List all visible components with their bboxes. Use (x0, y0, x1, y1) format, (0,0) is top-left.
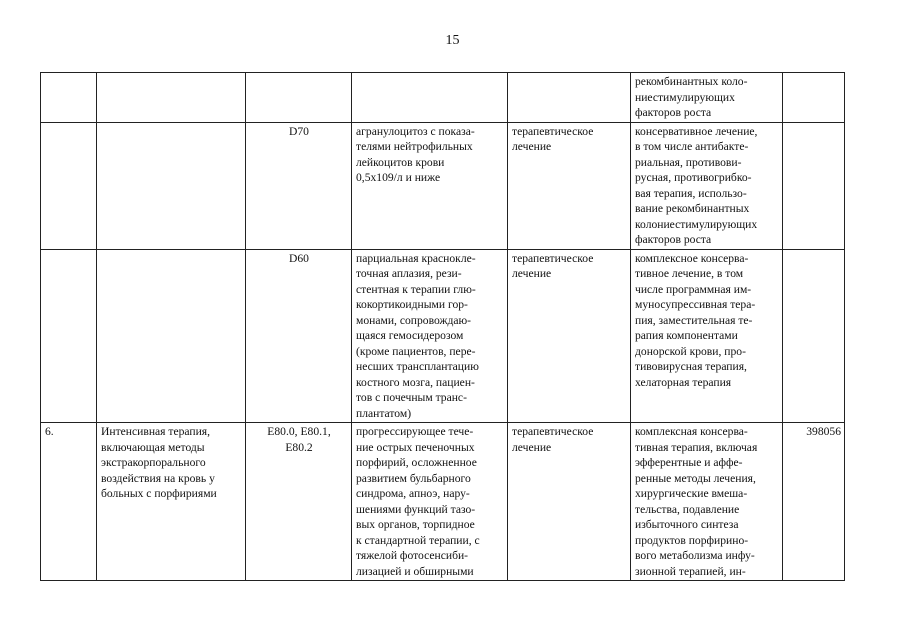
price-cell (783, 249, 845, 423)
patient-model-cell: агранулоцитоз с показа- телями нейтрофильных лейкоцитов крови 0,5х109/л и ниже (352, 122, 508, 249)
treatment-type-cell: терапевтическое лечение (508, 423, 631, 581)
table-row (41, 73, 845, 123)
patient-model-cell: прогрессирующее тече- ние острых печеночных порфирий, осложненное развитием бульбарного синдрома, апноэ, нару- шениями функций тазо- вых органов, торпидное к стандартной терапии, с тяжелой фотосенсиби- лизацией и обширными (352, 423, 508, 581)
row-number-cell (41, 73, 97, 123)
table-row (41, 249, 845, 423)
care-profile-cell (97, 249, 246, 423)
treatment-method-cell: комплексная консерва- тивная терапия, включая эфферентные и аффе- ренные методы лечения, хирургические вмеша- тельства, подавление избыточного синтеза продуктов порфирино- вого метаболизма инфу- зионной терапией, ин- (631, 423, 783, 581)
price-cell (783, 122, 845, 249)
row-number-cell (41, 122, 97, 249)
treatment-method-cell: рекомбинантных коло- ниестимулирующих факторов роста (631, 73, 783, 123)
page-number: 15 (445, 33, 460, 48)
treatment-method-cell: консервативное лечение, в том числе антибакте- риальная, противови- русная, противогрибко- вая терапия, использо- вание рекомбинантных колониестимулирующих факторов роста (631, 122, 783, 249)
care-profile-cell: Интенсивная терапия, включающая методы экстракорпорального воздействия на кровь у больных с порфириями (97, 423, 246, 581)
price-cell (783, 73, 845, 123)
treatment-method-cell: комплексное консерва- тивное лечение, в том числе программная им- муносупрессивная тера- пия, заместительная те- рапия компонентами донорской крови, про- тивовирусная терапия, хелаторная терапия (631, 249, 783, 423)
table-row (41, 423, 845, 581)
treatment-type-cell (508, 73, 631, 123)
icd-codes-cell: E80.0, E80.1, E80.2 (246, 423, 352, 581)
icd-codes-cell (246, 73, 352, 123)
row-number-cell (41, 249, 97, 423)
patient-model-cell: парциальная красноклe- точная аплазия, рези- стентная к терапии глю- кокортикоидными гор- монами, сопровождаю- щаяся гемосидерозом (кроме пациентов, пере- несших трансплантацию костного мозга, пациен- тов с почечным транс- плантатом) (352, 249, 508, 423)
icd-codes-cell: D60 (246, 249, 352, 423)
table-row (41, 122, 845, 249)
price-cell: 398056 (783, 423, 845, 581)
patient-model-cell (352, 73, 508, 123)
icd-codes-cell: D70 (246, 122, 352, 249)
treatment-type-cell: терапевтическое лечение (508, 249, 631, 423)
medical-care-table (40, 72, 845, 581)
treatment-type-cell: терапевтическое лечение (508, 122, 631, 249)
row-number-cell: 6. (41, 423, 97, 581)
care-profile-cell (97, 122, 246, 249)
care-profile-cell (97, 73, 246, 123)
